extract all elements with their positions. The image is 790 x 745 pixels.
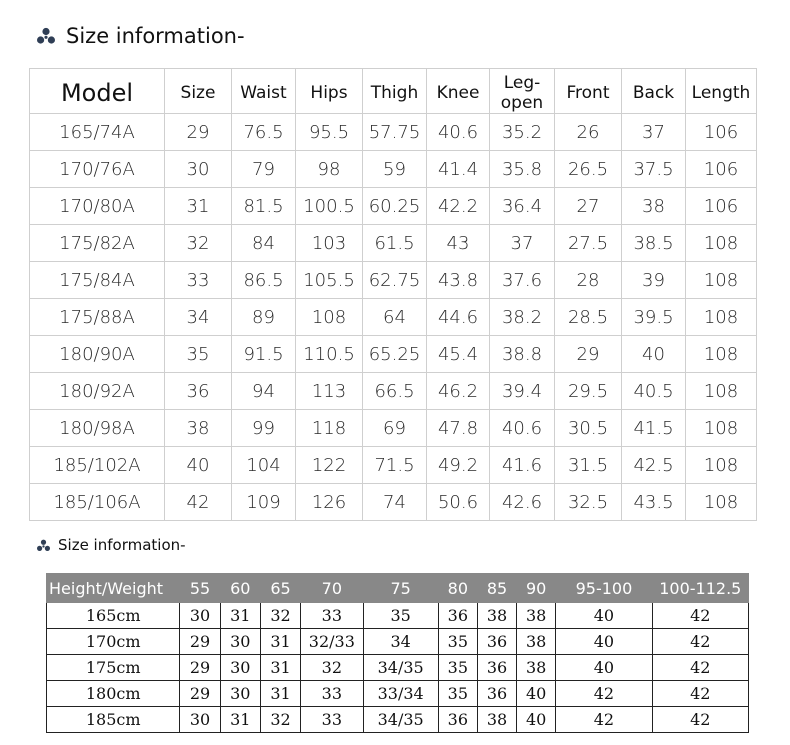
table-cell: 33 [301, 681, 363, 707]
table-cell: 175/84A [30, 262, 165, 299]
table-cell: 170/76A [30, 151, 165, 188]
column-header: Knee [427, 69, 490, 114]
table-cell: 180/90A [30, 336, 165, 373]
table-cell: 31 [165, 188, 232, 225]
table-cell: 27 [555, 188, 622, 225]
model-size-table [29, 68, 757, 521]
table-cell: 66.5 [363, 373, 427, 410]
table-cell: 185/102A [30, 447, 165, 484]
table-cell: 175/88A [30, 299, 165, 336]
table-row [30, 151, 757, 188]
table-cell: 100.5 [296, 188, 363, 225]
table-cell: 46.2 [427, 373, 490, 410]
table-cell: 71.5 [363, 447, 427, 484]
table-cell: 89 [232, 299, 296, 336]
table-cell: 108 [686, 484, 757, 521]
table-cell: 42 [556, 681, 652, 707]
table-cell: 36 [438, 707, 477, 733]
table-row [30, 484, 757, 521]
column-header: Height/Weight [47, 574, 180, 603]
table-cell: 33 [165, 262, 232, 299]
table-cell: 35 [363, 603, 438, 629]
table-cell: 35 [438, 681, 477, 707]
table-cell: 38 [517, 603, 556, 629]
table-cell: 42 [652, 655, 748, 681]
table-cell: 118 [296, 410, 363, 447]
table-cell: 91.5 [232, 336, 296, 373]
table-header-row [30, 69, 757, 114]
table-cell: 170/80A [30, 188, 165, 225]
table-cell: 40 [517, 681, 556, 707]
table-cell: 165/74A [30, 114, 165, 151]
table-cell: 40 [556, 629, 652, 655]
table-cell: 30.5 [555, 410, 622, 447]
table-cell: 38.8 [490, 336, 555, 373]
table-cell: 36.4 [490, 188, 555, 225]
table-cell: 175/82A [30, 225, 165, 262]
table-cell: 37 [622, 114, 686, 151]
table-cell: 104 [232, 447, 296, 484]
table-cell: 42 [165, 484, 232, 521]
column-header: Leg-open [490, 69, 555, 114]
column-header: Thigh [363, 69, 427, 114]
column-header: 75 [363, 574, 438, 603]
table-cell: 106 [686, 114, 757, 151]
table-cell: 32 [260, 707, 300, 733]
table-cell: 29 [180, 629, 220, 655]
table-cell: 35.2 [490, 114, 555, 151]
table-cell: 31 [220, 707, 260, 733]
table-cell: 108 [686, 262, 757, 299]
table-cell: 41.6 [490, 447, 555, 484]
table-cell: 41.4 [427, 151, 490, 188]
table-cell: 36 [477, 655, 516, 681]
column-header: 80 [438, 574, 477, 603]
table-cell: 38 [517, 655, 556, 681]
table-cell: 40 [622, 336, 686, 373]
table-cell: 39 [622, 262, 686, 299]
table-cell: 31.5 [555, 447, 622, 484]
column-header: 55 [180, 574, 220, 603]
table-cell: 60.25 [363, 188, 427, 225]
column-header: Length [686, 69, 757, 114]
table-cell: 30 [180, 603, 220, 629]
table-cell: 42 [652, 629, 748, 655]
column-header: 60 [220, 574, 260, 603]
trefoil-icon [36, 27, 56, 45]
column-header: Model [30, 69, 165, 114]
table-cell: 32/33 [301, 629, 363, 655]
table-cell: 106 [686, 188, 757, 225]
table-row [30, 114, 757, 151]
column-header: Size [165, 69, 232, 114]
table-cell: 49.2 [427, 447, 490, 484]
table-cell: 35 [165, 336, 232, 373]
table-cell: 38.2 [490, 299, 555, 336]
table-cell: 40 [556, 655, 652, 681]
table-cell: 42.2 [427, 188, 490, 225]
section-heading-1 [36, 20, 245, 52]
table-cell: 79 [232, 151, 296, 188]
section-title: Size information- [58, 536, 186, 554]
table-cell: 32.5 [555, 484, 622, 521]
column-header: Back [622, 69, 686, 114]
table-cell: 30 [180, 707, 220, 733]
table-cell: 108 [686, 410, 757, 447]
table-cell: 108 [686, 447, 757, 484]
table-cell: 30 [220, 681, 260, 707]
table-cell: 32 [165, 225, 232, 262]
column-header: Hips [296, 69, 363, 114]
table-cell: 40 [556, 603, 652, 629]
table-cell: 32 [260, 603, 300, 629]
table-cell: 57.75 [363, 114, 427, 151]
table-cell: 47.8 [427, 410, 490, 447]
table-cell: 33/34 [363, 681, 438, 707]
column-header: Waist [232, 69, 296, 114]
table-cell: 30 [220, 629, 260, 655]
table-cell: 35.8 [490, 151, 555, 188]
table-cell: 35 [438, 655, 477, 681]
table-cell: 86.5 [232, 262, 296, 299]
table-row [30, 188, 757, 225]
table-cell: 43 [427, 225, 490, 262]
table-cell: 165cm [47, 603, 180, 629]
column-header: 85 [477, 574, 516, 603]
table-cell: 180cm [47, 681, 180, 707]
table-cell: 180/92A [30, 373, 165, 410]
table-cell: 34/35 [363, 655, 438, 681]
column-header: 95-100 [556, 574, 652, 603]
table-row [30, 336, 757, 373]
table-cell: 38.5 [622, 225, 686, 262]
table-cell: 42.6 [490, 484, 555, 521]
table-cell: 34 [363, 629, 438, 655]
table-cell: 170cm [47, 629, 180, 655]
section-heading-2 [36, 533, 186, 557]
table-cell: 42 [556, 707, 652, 733]
table-cell: 74 [363, 484, 427, 521]
table-cell: 26 [555, 114, 622, 151]
table-cell: 105.5 [296, 262, 363, 299]
table-cell: 62.75 [363, 262, 427, 299]
table-cell: 40.6 [490, 410, 555, 447]
table-cell: 65.25 [363, 336, 427, 373]
table-cell: 39.5 [622, 299, 686, 336]
table-cell: 43.8 [427, 262, 490, 299]
table-cell: 34/35 [363, 707, 438, 733]
table-cell: 44.6 [427, 299, 490, 336]
table-header-row [47, 574, 749, 603]
table-cell: 43.5 [622, 484, 686, 521]
table-cell: 98 [296, 151, 363, 188]
section-title: Size information- [66, 24, 245, 48]
table-cell: 38 [622, 188, 686, 225]
table-cell: 29.5 [555, 373, 622, 410]
table-cell: 45.4 [427, 336, 490, 373]
table-cell: 109 [232, 484, 296, 521]
table-cell: 38 [477, 603, 516, 629]
table-cell: 76.5 [232, 114, 296, 151]
table-cell: 106 [686, 151, 757, 188]
table-cell: 41.5 [622, 410, 686, 447]
table-row [30, 262, 757, 299]
table-cell: 28.5 [555, 299, 622, 336]
table-cell: 36 [477, 629, 516, 655]
table-cell: 42.5 [622, 447, 686, 484]
table-cell: 59 [363, 151, 427, 188]
table-cell: 108 [686, 299, 757, 336]
table-cell: 38 [477, 707, 516, 733]
table-cell: 64 [363, 299, 427, 336]
table-cell: 35 [438, 629, 477, 655]
table-cell: 84 [232, 225, 296, 262]
table-cell: 113 [296, 373, 363, 410]
table-cell: 95.5 [296, 114, 363, 151]
column-header: Front [555, 69, 622, 114]
table-row [47, 603, 749, 629]
table-cell: 122 [296, 447, 363, 484]
column-header: 90 [517, 574, 556, 603]
table-cell: 126 [296, 484, 363, 521]
table-cell: 28 [555, 262, 622, 299]
table-cell: 31 [260, 681, 300, 707]
table-cell: 108 [686, 225, 757, 262]
table-cell: 103 [296, 225, 363, 262]
table-cell: 26.5 [555, 151, 622, 188]
table-cell: 29 [555, 336, 622, 373]
table-cell: 33 [301, 603, 363, 629]
table-cell: 185/106A [30, 484, 165, 521]
table-cell: 36 [165, 373, 232, 410]
table-cell: 69 [363, 410, 427, 447]
table-cell: 33 [301, 707, 363, 733]
trefoil-icon [36, 539, 51, 552]
height-weight-table [46, 573, 749, 733]
table-cell: 27.5 [555, 225, 622, 262]
table-cell: 40 [165, 447, 232, 484]
table-cell: 36 [438, 603, 477, 629]
table-cell: 185cm [47, 707, 180, 733]
table-row [30, 447, 757, 484]
table-row [47, 629, 749, 655]
column-header: 100-112.5 [652, 574, 748, 603]
table-cell: 30 [220, 655, 260, 681]
table-row [30, 299, 757, 336]
table-row [47, 655, 749, 681]
table-cell: 39.4 [490, 373, 555, 410]
table-cell: 37 [490, 225, 555, 262]
table-cell: 37.6 [490, 262, 555, 299]
table-cell: 31 [260, 629, 300, 655]
table-cell: 108 [686, 336, 757, 373]
table-row [47, 707, 749, 733]
table-cell: 31 [260, 655, 300, 681]
table-cell: 40.5 [622, 373, 686, 410]
table-cell: 36 [477, 681, 516, 707]
table-cell: 110.5 [296, 336, 363, 373]
column-header: 70 [301, 574, 363, 603]
table-cell: 42 [652, 681, 748, 707]
table-cell: 30 [165, 151, 232, 188]
table-cell: 50.6 [427, 484, 490, 521]
table-cell: 180/98A [30, 410, 165, 447]
table-cell: 175cm [47, 655, 180, 681]
table-cell: 31 [220, 603, 260, 629]
table-row [30, 225, 757, 262]
table-cell: 40 [517, 707, 556, 733]
table-cell: 38 [165, 410, 232, 447]
table-row [30, 373, 757, 410]
table-cell: 40.6 [427, 114, 490, 151]
table-cell: 108 [686, 373, 757, 410]
table-cell: 32 [301, 655, 363, 681]
table-cell: 37.5 [622, 151, 686, 188]
table-row [47, 681, 749, 707]
table-cell: 29 [180, 681, 220, 707]
table-cell: 94 [232, 373, 296, 410]
table-row [30, 410, 757, 447]
table-cell: 99 [232, 410, 296, 447]
table-cell: 42 [652, 603, 748, 629]
column-header: 65 [260, 574, 300, 603]
table-cell: 61.5 [363, 225, 427, 262]
table-cell: 29 [165, 114, 232, 151]
table-cell: 34 [165, 299, 232, 336]
table-cell: 81.5 [232, 188, 296, 225]
table-cell: 108 [296, 299, 363, 336]
table-cell: 42 [652, 707, 748, 733]
table-cell: 38 [517, 629, 556, 655]
table-cell: 29 [180, 655, 220, 681]
